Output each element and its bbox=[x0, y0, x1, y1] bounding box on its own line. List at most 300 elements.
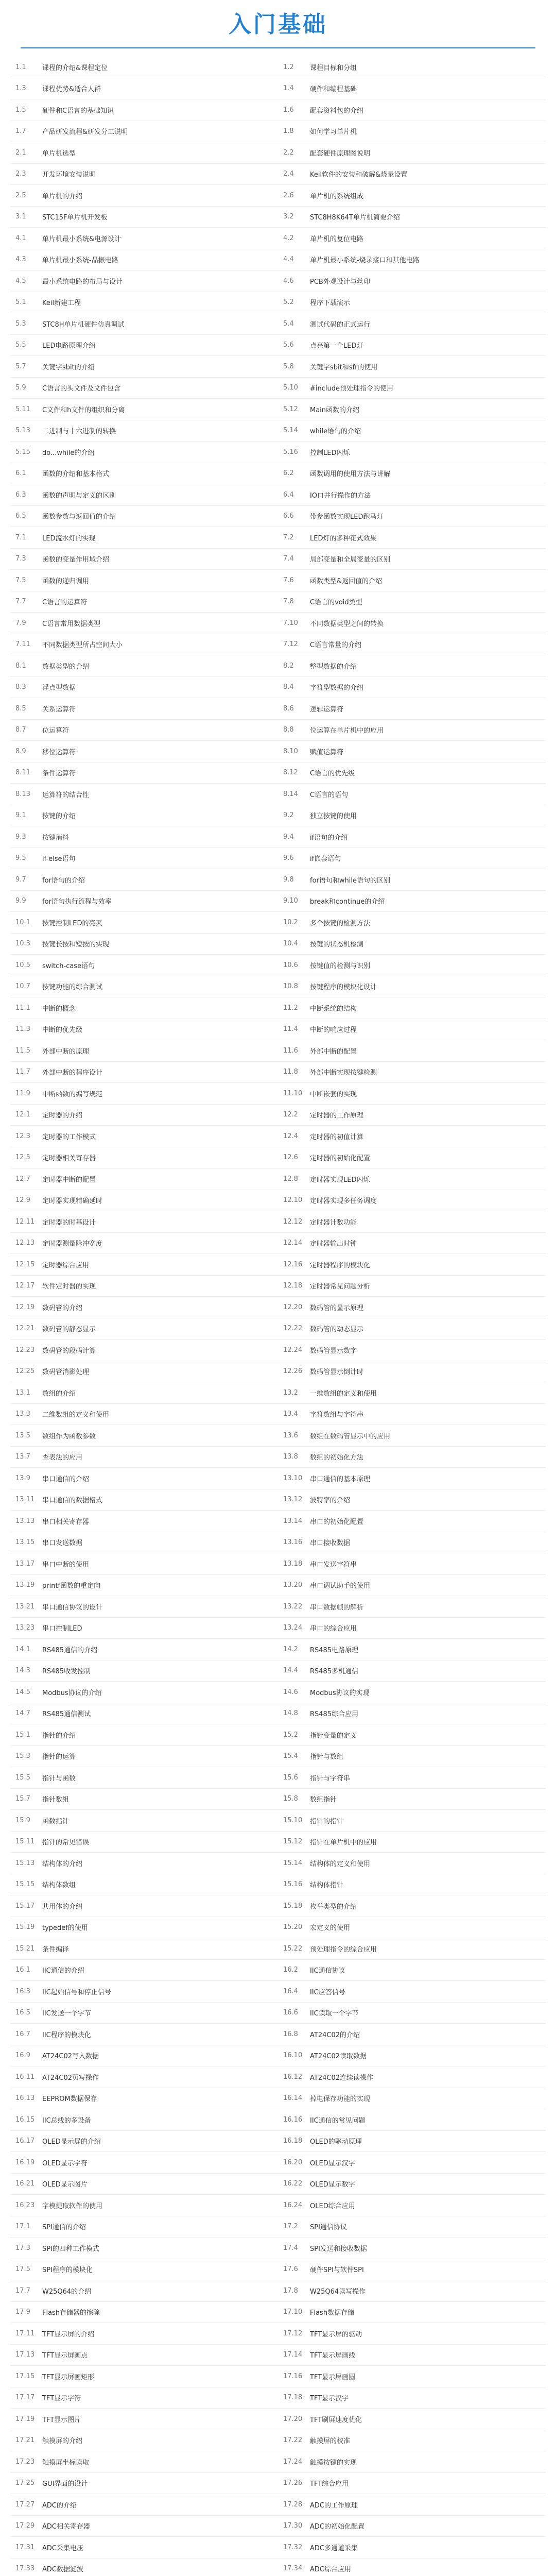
outline-entry-right[interactable] bbox=[278, 1318, 546, 1340]
outline-entry-right[interactable] bbox=[278, 1596, 546, 1617]
lesson-number: 16.9 bbox=[15, 2052, 30, 2060]
outline-entry-right[interactable] bbox=[278, 1254, 546, 1275]
lesson-number: 14.8 bbox=[283, 1709, 298, 1718]
lesson-title: 带参函数实现LED跑马灯 bbox=[310, 513, 384, 521]
lesson-title: 数组的初始化方法 bbox=[310, 1454, 364, 1462]
outline-entry-right[interactable] bbox=[278, 1233, 546, 1254]
outline-row bbox=[10, 655, 546, 677]
outline-entry-left[interactable] bbox=[10, 228, 278, 249]
outline-entry-right[interactable] bbox=[278, 1062, 546, 1083]
outline-entry-right[interactable] bbox=[278, 1147, 546, 1168]
outline-entry-left[interactable] bbox=[10, 249, 278, 270]
outline-entry-right[interactable] bbox=[278, 1938, 546, 1959]
outline-entry-right[interactable] bbox=[278, 934, 546, 955]
outline-entry-right[interactable] bbox=[278, 2387, 546, 2409]
outline-entry-left[interactable] bbox=[10, 2473, 278, 2494]
outline-entry-left[interactable] bbox=[10, 2516, 278, 2537]
outline-entry-left[interactable] bbox=[10, 655, 278, 676]
outline-entry-left[interactable] bbox=[10, 955, 278, 976]
outline-entry-right[interactable] bbox=[278, 1895, 546, 1917]
outline-entry-right[interactable] bbox=[278, 2558, 546, 2576]
outline-entry-right[interactable] bbox=[278, 99, 546, 121]
outline-entry-right[interactable] bbox=[278, 805, 546, 826]
lesson-title: 数码管显示数字 bbox=[310, 1347, 357, 1355]
outline-entry-left[interactable] bbox=[10, 2451, 278, 2472]
outline-entry-right[interactable] bbox=[278, 142, 546, 163]
outline-entry-right[interactable] bbox=[278, 1789, 546, 1810]
outline-entry-right[interactable] bbox=[278, 698, 546, 719]
outline-entry-right[interactable] bbox=[278, 848, 546, 869]
outline-entry-left[interactable] bbox=[10, 869, 278, 890]
outline-entry-right[interactable] bbox=[278, 2174, 546, 2195]
lesson-number: 13.13 bbox=[15, 1517, 35, 1525]
outline-entry-right[interactable] bbox=[278, 2088, 546, 2109]
outline-entry-left[interactable] bbox=[10, 2345, 278, 2366]
outline-entry-right[interactable] bbox=[278, 634, 546, 655]
outline-entry-left[interactable] bbox=[10, 2366, 278, 2387]
outline-entry-right[interactable] bbox=[278, 1660, 546, 1682]
outline-entry-right[interactable] bbox=[278, 506, 546, 527]
outline-entry-left[interactable] bbox=[10, 463, 278, 484]
outline-row bbox=[10, 1105, 546, 1126]
outline-entry-left[interactable] bbox=[10, 1105, 278, 1126]
outline-entry-right[interactable] bbox=[278, 463, 546, 484]
outline-entry-left[interactable] bbox=[10, 2174, 278, 2195]
outline-entry-left[interactable] bbox=[10, 1575, 278, 1596]
lesson-title: 不同数据类型之间的转换 bbox=[310, 620, 384, 628]
outline-row bbox=[10, 891, 546, 912]
outline-entry-right[interactable] bbox=[278, 1340, 546, 1361]
outline-entry-left[interactable] bbox=[10, 1468, 278, 1489]
outline-entry-left[interactable] bbox=[10, 2494, 278, 2515]
outline-entry-left[interactable] bbox=[10, 292, 278, 313]
outline-entry-right[interactable] bbox=[278, 997, 546, 1019]
outline-entry-right[interactable] bbox=[278, 78, 546, 99]
outline-entry-right[interactable] bbox=[278, 2537, 546, 2558]
outline-entry-right[interactable] bbox=[278, 1211, 546, 1232]
outline-row bbox=[10, 1682, 546, 1703]
outline-entry-left[interactable] bbox=[10, 484, 278, 505]
outline-entry-right[interactable] bbox=[278, 2238, 546, 2259]
outline-entry-right[interactable] bbox=[278, 335, 546, 356]
outline-entry-right[interactable] bbox=[278, 1083, 546, 1104]
outline-entry-left[interactable] bbox=[10, 1660, 278, 1682]
outline-entry-right[interactable] bbox=[278, 549, 546, 570]
outline-entry-left[interactable] bbox=[10, 1789, 278, 1810]
outline-entry-right[interactable] bbox=[278, 313, 546, 334]
outline-entry-right[interactable] bbox=[278, 2003, 546, 2024]
outline-entry-right[interactable] bbox=[278, 1703, 546, 1724]
outline-entry-left[interactable] bbox=[10, 1404, 278, 1425]
outline-entry-right[interactable] bbox=[278, 1618, 546, 1639]
outline-entry-right[interactable] bbox=[278, 891, 546, 912]
outline-entry-right[interactable] bbox=[278, 2259, 546, 2280]
outline-row bbox=[10, 484, 546, 506]
outline-entry-right[interactable] bbox=[278, 420, 546, 442]
outline-entry-right[interactable] bbox=[278, 1019, 546, 1040]
lesson-title: 控制LED闪烁 bbox=[310, 449, 350, 457]
outline-entry-left[interactable] bbox=[10, 78, 278, 99]
outline-entry-left[interactable] bbox=[10, 313, 278, 334]
outline-entry-left[interactable] bbox=[10, 1040, 278, 1061]
outline-entry-left[interactable] bbox=[10, 1361, 278, 1382]
outline-row bbox=[10, 207, 546, 228]
lesson-number: 13.21 bbox=[15, 1602, 35, 1611]
outline-row bbox=[10, 784, 546, 805]
outline-entry-left[interactable] bbox=[10, 2430, 278, 2451]
outline-row bbox=[10, 1168, 546, 1190]
outline-entry-right[interactable] bbox=[278, 484, 546, 505]
outline-entry-right[interactable] bbox=[278, 1297, 546, 1318]
outline-entry-left[interactable] bbox=[10, 142, 278, 163]
outline-entry-right[interactable] bbox=[278, 2045, 546, 2066]
outline-entry-right[interactable] bbox=[278, 378, 546, 399]
lesson-title: 中断的优先级 bbox=[42, 1026, 83, 1035]
outline-entry-right[interactable] bbox=[278, 677, 546, 698]
outline-entry-left[interactable] bbox=[10, 1895, 278, 1917]
outline-row bbox=[10, 270, 546, 292]
outline-entry-left[interactable] bbox=[10, 1083, 278, 1104]
outline-entry-right[interactable] bbox=[278, 1404, 546, 1425]
outline-entry-right[interactable] bbox=[278, 1361, 546, 1382]
outline-entry-right[interactable] bbox=[278, 2195, 546, 2216]
outline-entry-left[interactable] bbox=[10, 591, 278, 613]
outline-entry-left[interactable] bbox=[10, 891, 278, 912]
outline-entry-right[interactable] bbox=[278, 570, 546, 591]
outline-entry-left[interactable] bbox=[10, 2238, 278, 2259]
outline-entry-right[interactable] bbox=[278, 228, 546, 249]
outline-entry-left[interactable] bbox=[10, 356, 278, 377]
outline-entry-right[interactable] bbox=[278, 2473, 546, 2494]
lesson-number: 16.5 bbox=[15, 2009, 30, 2017]
outline-entry-left[interactable] bbox=[10, 2088, 278, 2109]
outline-entry-left[interactable] bbox=[10, 1853, 278, 1874]
lesson-number: 15.1 bbox=[15, 1731, 30, 1739]
outline-entry-left[interactable] bbox=[10, 1938, 278, 1959]
outline-entry-right[interactable] bbox=[278, 2280, 546, 2301]
outline-entry-left[interactable] bbox=[10, 207, 278, 228]
outline-entry-right[interactable] bbox=[278, 1489, 546, 1511]
outline-entry-right[interactable] bbox=[278, 57, 546, 78]
outline-entry-left[interactable] bbox=[10, 1297, 278, 1318]
lesson-title: do...while的介绍 bbox=[42, 449, 95, 457]
outline-entry-left[interactable] bbox=[10, 1340, 278, 1361]
outline-entry-left[interactable] bbox=[10, 784, 278, 805]
outline-entry-right[interactable] bbox=[278, 1126, 546, 1147]
lesson-number: 4.4 bbox=[283, 256, 294, 264]
outline-entry-right[interactable] bbox=[278, 784, 546, 805]
lesson-title: 单片机选型 bbox=[42, 149, 76, 158]
outline-entry-right[interactable] bbox=[278, 826, 546, 848]
lesson-title: 数码管的介绍 bbox=[42, 1304, 83, 1312]
outline-entry-left[interactable] bbox=[10, 1276, 278, 1297]
lesson-title: TFT综合应用 bbox=[310, 2480, 349, 2488]
outline-entry-right[interactable] bbox=[278, 591, 546, 613]
outline-entry-left[interactable] bbox=[10, 378, 278, 399]
outline-entry-left[interactable] bbox=[10, 2003, 278, 2024]
outline-entry-left[interactable] bbox=[10, 613, 278, 634]
outline-entry-right[interactable] bbox=[278, 762, 546, 784]
outline-entry-left[interactable] bbox=[10, 399, 278, 420]
outline-entry-left[interactable] bbox=[10, 1639, 278, 1660]
outline-entry-left[interactable] bbox=[10, 2131, 278, 2152]
outline-entry-right[interactable] bbox=[278, 249, 546, 270]
outline-entry-left[interactable] bbox=[10, 1233, 278, 1254]
outline-entry-left[interactable] bbox=[10, 1382, 278, 1403]
lesson-number: 8.7 bbox=[15, 726, 26, 734]
outline-entry-left[interactable] bbox=[10, 2045, 278, 2066]
outline-entry-left[interactable] bbox=[10, 570, 278, 591]
outline-entry-left[interactable] bbox=[10, 442, 278, 463]
lesson-number: 12.8 bbox=[283, 1175, 298, 1183]
outline-entry-right[interactable] bbox=[278, 1639, 546, 1660]
outline-entry-right[interactable] bbox=[278, 121, 546, 142]
outline-row bbox=[10, 1447, 546, 1468]
outline-entry-right[interactable] bbox=[278, 720, 546, 741]
outline-entry-right[interactable] bbox=[278, 1960, 546, 1981]
outline-entry-right[interactable] bbox=[278, 1682, 546, 1703]
outline-entry-left[interactable] bbox=[10, 185, 278, 206]
lesson-title: for语句和while语句的区别 bbox=[310, 876, 390, 885]
lesson-number: 9.7 bbox=[15, 875, 26, 884]
outline-row bbox=[10, 1553, 546, 1575]
outline-entry-left[interactable] bbox=[10, 1767, 278, 1788]
outline-entry-right[interactable] bbox=[278, 292, 546, 313]
outline-entry-left[interactable] bbox=[10, 1425, 278, 1446]
outline-row bbox=[10, 848, 546, 870]
outline-entry-right[interactable] bbox=[278, 1105, 546, 1126]
outline-entry-left[interactable] bbox=[10, 1062, 278, 1083]
outline-entry-right[interactable] bbox=[278, 1040, 546, 1061]
outline-row bbox=[10, 2345, 546, 2366]
outline-entry-left[interactable] bbox=[10, 677, 278, 698]
outline-entry-left[interactable] bbox=[10, 164, 278, 185]
outline-entry-left[interactable] bbox=[10, 2558, 278, 2576]
lesson-title: 串口通信协议的设计 bbox=[42, 1603, 103, 1612]
outline-entry-left[interactable] bbox=[10, 2259, 278, 2280]
lesson-title: 指针在单片机中的应用 bbox=[310, 1839, 377, 1847]
outline-entry-right[interactable] bbox=[278, 1425, 546, 1446]
outline-entry-right[interactable] bbox=[278, 1553, 546, 1574]
outline-entry-left[interactable] bbox=[10, 698, 278, 719]
outline-entry-left[interactable] bbox=[10, 1190, 278, 1211]
outline-entry-left[interactable] bbox=[10, 1447, 278, 1468]
outline-entry-left[interactable] bbox=[10, 335, 278, 356]
outline-entry-left[interactable] bbox=[10, 1553, 278, 1574]
outline-entry-left[interactable] bbox=[10, 1810, 278, 1831]
outline-entry-left[interactable] bbox=[10, 2109, 278, 2130]
outline-entry-left[interactable] bbox=[10, 2302, 278, 2323]
outline-entry-right[interactable] bbox=[278, 1382, 546, 1403]
outline-entry-left[interactable] bbox=[10, 270, 278, 292]
outline-entry-left[interactable] bbox=[10, 2409, 278, 2430]
outline-entry-right[interactable] bbox=[278, 270, 546, 292]
outline-entry-left[interactable] bbox=[10, 527, 278, 548]
outline-entry-right[interactable] bbox=[278, 1532, 546, 1553]
lesson-number: 10.2 bbox=[283, 918, 298, 926]
outline-row bbox=[10, 78, 546, 100]
lesson-number: 2.1 bbox=[15, 148, 26, 157]
outline-entry-left[interactable] bbox=[10, 1746, 278, 1767]
outline-row bbox=[10, 2131, 546, 2153]
outline-entry-right[interactable] bbox=[278, 527, 546, 548]
outline-row bbox=[10, 1361, 546, 1383]
outline-entry-left[interactable] bbox=[10, 2195, 278, 2216]
lesson-title: 二维数组的定义和使用 bbox=[42, 1411, 110, 1419]
outline-entry-left[interactable] bbox=[10, 762, 278, 784]
outline-entry-left[interactable] bbox=[10, 720, 278, 741]
outline-entry-left[interactable] bbox=[10, 1981, 278, 2002]
outline-entry-right[interactable] bbox=[278, 912, 546, 933]
outline-entry-right[interactable] bbox=[278, 1447, 546, 1468]
outline-entry-left[interactable] bbox=[10, 121, 278, 142]
outline-entry-left[interactable] bbox=[10, 1724, 278, 1745]
outline-entry-left[interactable] bbox=[10, 1960, 278, 1981]
outline-entry-left[interactable] bbox=[10, 1917, 278, 1938]
outline-entry-left[interactable] bbox=[10, 2066, 278, 2088]
lesson-title: 二进制与十六进制的转换 bbox=[42, 428, 116, 436]
outline-entry-left[interactable] bbox=[10, 549, 278, 570]
outline-entry-left[interactable] bbox=[10, 2024, 278, 2045]
outline-entry-right[interactable] bbox=[278, 1832, 546, 1853]
outline-entry-left[interactable] bbox=[10, 1254, 278, 1275]
outline-entry-right[interactable] bbox=[278, 2430, 546, 2451]
outline-entry-left[interactable] bbox=[10, 826, 278, 848]
outline-entry-right[interactable] bbox=[278, 2216, 546, 2238]
outline-entry-right[interactable] bbox=[278, 1724, 546, 1745]
outline-entry-left[interactable] bbox=[10, 2537, 278, 2558]
outline-entry-right[interactable] bbox=[278, 2345, 546, 2366]
outline-entry-right[interactable] bbox=[278, 2302, 546, 2323]
outline-entry-right[interactable] bbox=[278, 399, 546, 420]
outline-entry-right[interactable] bbox=[278, 1190, 546, 1211]
lesson-number: 15.17 bbox=[15, 1902, 35, 1910]
outline-entry-right[interactable] bbox=[278, 1575, 546, 1596]
outline-entry-right[interactable] bbox=[278, 1767, 546, 1788]
outline-entry-right[interactable] bbox=[278, 442, 546, 463]
outline-entry-right[interactable] bbox=[278, 2152, 546, 2173]
outline-entry-right[interactable] bbox=[278, 1981, 546, 2002]
outline-row bbox=[10, 99, 546, 121]
lesson-number: 8.13 bbox=[15, 790, 30, 798]
outline-entry-right[interactable] bbox=[278, 164, 546, 185]
outline-entry-left[interactable] bbox=[10, 2216, 278, 2238]
outline-entry-right[interactable] bbox=[278, 207, 546, 228]
outline-entry-left[interactable] bbox=[10, 997, 278, 1019]
outline-entry-right[interactable] bbox=[278, 2494, 546, 2515]
lesson-number: 10.6 bbox=[283, 961, 298, 969]
outline-entry-left[interactable] bbox=[10, 1618, 278, 1639]
outline-entry-right[interactable] bbox=[278, 2409, 546, 2430]
outline-entry-right[interactable] bbox=[278, 1874, 546, 1895]
outline-entry-right[interactable] bbox=[278, 2451, 546, 2472]
outline-entry-right[interactable] bbox=[278, 1168, 546, 1190]
outline-entry-left[interactable] bbox=[10, 1211, 278, 1232]
outline-entry-left[interactable] bbox=[10, 2280, 278, 2301]
lesson-number: 9.5 bbox=[15, 854, 26, 862]
outline-entry-right[interactable] bbox=[278, 1917, 546, 1938]
outline-entry-right[interactable] bbox=[278, 613, 546, 634]
outline-entry-right[interactable] bbox=[278, 2323, 546, 2344]
outline-entry-left[interactable] bbox=[10, 1168, 278, 1190]
lesson-title: if嵌套语句 bbox=[310, 855, 341, 863]
outline-entry-left[interactable] bbox=[10, 1682, 278, 1703]
outline-entry-left[interactable] bbox=[10, 420, 278, 442]
outline-entry-right[interactable] bbox=[278, 1746, 546, 1767]
outline-entry-left[interactable] bbox=[10, 1532, 278, 1553]
lesson-number: 12.10 bbox=[283, 1196, 303, 1205]
outline-entry-left[interactable] bbox=[10, 57, 278, 78]
outline-entry-right[interactable] bbox=[278, 2024, 546, 2045]
outline-entry-left[interactable] bbox=[10, 1126, 278, 1147]
outline-entry-left[interactable] bbox=[10, 1511, 278, 1532]
outline-entry-right[interactable] bbox=[278, 2131, 546, 2152]
outline-entry-left[interactable] bbox=[10, 99, 278, 121]
lesson-number: 5.8 bbox=[283, 362, 294, 370]
lesson-title: 测试代码的正式运行 bbox=[310, 320, 371, 329]
outline-entry-right[interactable] bbox=[278, 356, 546, 377]
outline-entry-right[interactable] bbox=[278, 955, 546, 976]
outline-entry-left[interactable] bbox=[10, 934, 278, 955]
outline-entry-right[interactable] bbox=[278, 2066, 546, 2088]
outline-entry-right[interactable] bbox=[278, 2109, 546, 2130]
outline-entry-left[interactable] bbox=[10, 805, 278, 826]
outline-entry-left[interactable] bbox=[10, 1147, 278, 1168]
lesson-number: 5.4 bbox=[283, 319, 294, 328]
outline-entry-right[interactable] bbox=[278, 1468, 546, 1489]
outline-entry-left[interactable] bbox=[10, 634, 278, 655]
outline-entry-left[interactable] bbox=[10, 1019, 278, 1040]
outline-entry-left[interactable] bbox=[10, 1874, 278, 1895]
outline-row bbox=[10, 1639, 546, 1660]
outline-entry-right[interactable] bbox=[278, 1511, 546, 1532]
outline-entry-left[interactable] bbox=[10, 848, 278, 869]
outline-entry-left[interactable] bbox=[10, 741, 278, 762]
outline-entry-right[interactable] bbox=[278, 1853, 546, 1874]
outline-entry-left[interactable] bbox=[10, 2387, 278, 2409]
lesson-title: 单片机的介绍 bbox=[42, 192, 83, 200]
lesson-number: 17.34 bbox=[283, 2565, 303, 2573]
lesson-title: 定时器中断的配置 bbox=[42, 1176, 96, 1184]
outline-entry-left[interactable] bbox=[10, 1489, 278, 1511]
outline-entry-right[interactable] bbox=[278, 741, 546, 762]
outline-row bbox=[10, 1853, 546, 1874]
outline-row bbox=[10, 1938, 546, 1960]
outline-entry-left[interactable] bbox=[10, 2152, 278, 2173]
outline-entry-right[interactable] bbox=[278, 185, 546, 206]
outline-row bbox=[10, 356, 546, 378]
outline-entry-right[interactable] bbox=[278, 976, 546, 997]
outline-entry-right[interactable] bbox=[278, 655, 546, 676]
outline-entry-right[interactable] bbox=[278, 1276, 546, 1297]
lesson-title: 开发环境安装说明 bbox=[42, 171, 96, 179]
outline-entry-right[interactable] bbox=[278, 2366, 546, 2387]
outline-entry-left[interactable] bbox=[10, 1832, 278, 1853]
outline-entry-right[interactable] bbox=[278, 2516, 546, 2537]
outline-entry-left[interactable] bbox=[10, 2323, 278, 2344]
outline-entry-right[interactable] bbox=[278, 1810, 546, 1831]
outline-entry-left[interactable] bbox=[10, 1596, 278, 1617]
outline-entry-left[interactable] bbox=[10, 1703, 278, 1724]
lesson-number: 1.8 bbox=[283, 127, 294, 135]
outline-entry-left[interactable] bbox=[10, 506, 278, 527]
outline-entry-left[interactable] bbox=[10, 976, 278, 997]
outline-row bbox=[10, 934, 546, 955]
outline-entry-left[interactable] bbox=[10, 912, 278, 933]
outline-entry-left[interactable] bbox=[10, 1318, 278, 1340]
outline-entry-right[interactable] bbox=[278, 869, 546, 890]
lesson-title: 配套硬件原理图说明 bbox=[310, 149, 371, 158]
